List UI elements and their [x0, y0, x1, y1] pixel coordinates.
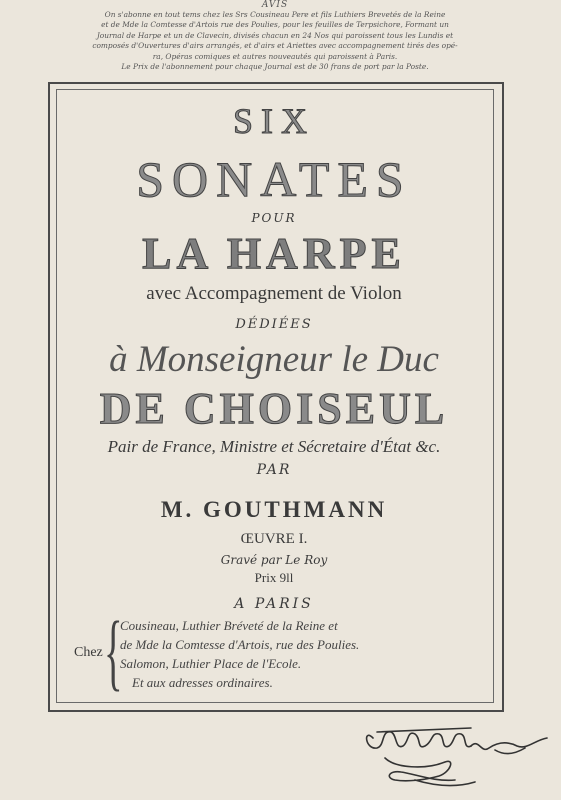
notice-line: Le Prix de l'abonnement pour chaque Journal est de 30 frans de port par la Poste.: [121, 62, 429, 72]
handwritten-signature: [355, 710, 555, 795]
dedication-recipient: à Monseigneur le Duc: [109, 339, 439, 380]
opus-number: ŒUVRE I.: [240, 531, 308, 547]
title-harpe: LA HARPE: [142, 229, 406, 278]
dedication-titles: Pair de France, Ministre et Sécretaire d'État &c.: [107, 437, 441, 456]
seller-address-line: Cousineau, Luthier Bréveté de la Reine et: [120, 618, 338, 633]
engraver-credit: Gravé par Le Roy: [220, 553, 328, 567]
title-pour: POUR: [251, 211, 297, 225]
price: Prix 9ll: [254, 570, 294, 585]
composer-name: M. GOUTHMANN: [160, 497, 388, 522]
seller-address-line: de Mde la Comtesse d'Artois, rue des Poulies.: [120, 637, 360, 652]
dedication-label: DÉDIÉES: [235, 317, 313, 332]
sellers-brace: {: [104, 603, 123, 699]
seller-address-line: Et aux adresses ordinaires.: [132, 675, 273, 690]
subscription-notice: [40, 0, 510, 72]
title-sonates: SONATES: [136, 151, 412, 207]
by-label: PAR: [256, 462, 292, 478]
place-of-publication: A PARIS: [234, 596, 314, 612]
notice-line: et de Mde la Comtesse d'Artois rue des Poulies, pour les feuilles de Terpsichore, Formant un: [101, 20, 449, 30]
dedication-name: DE CHOISEUL: [99, 384, 449, 433]
notice-heading: AVIS: [261, 0, 289, 10]
sellers-chez-label: Chez: [74, 645, 103, 660]
subtitle-accompaniment: avec Accompagnement de Violon: [146, 283, 402, 304]
notice-line: On s'abonne en tout tems chez les Srs Cousineau Pere et fils Luthiers Brevetés de la Reine: [104, 10, 446, 19]
notice-line: composés d'Ouvertures d'airs arrangés, et d'airs et Ariettes avec accompagnement tirés des opé-: [92, 41, 458, 51]
title-six: SIX: [232, 101, 315, 141]
notice-line: Journal de Harpe et un de Clavecin, divisés chacun en 24 Nos qui paroissent tous les Lundis et: [96, 30, 454, 40]
seller-address-line: Salomon, Luthier Place de l'Ecole.: [120, 656, 302, 671]
notice-line: ra, Opéras comiques et autres nouveautés qui paroissent à Paris.: [152, 51, 398, 61]
